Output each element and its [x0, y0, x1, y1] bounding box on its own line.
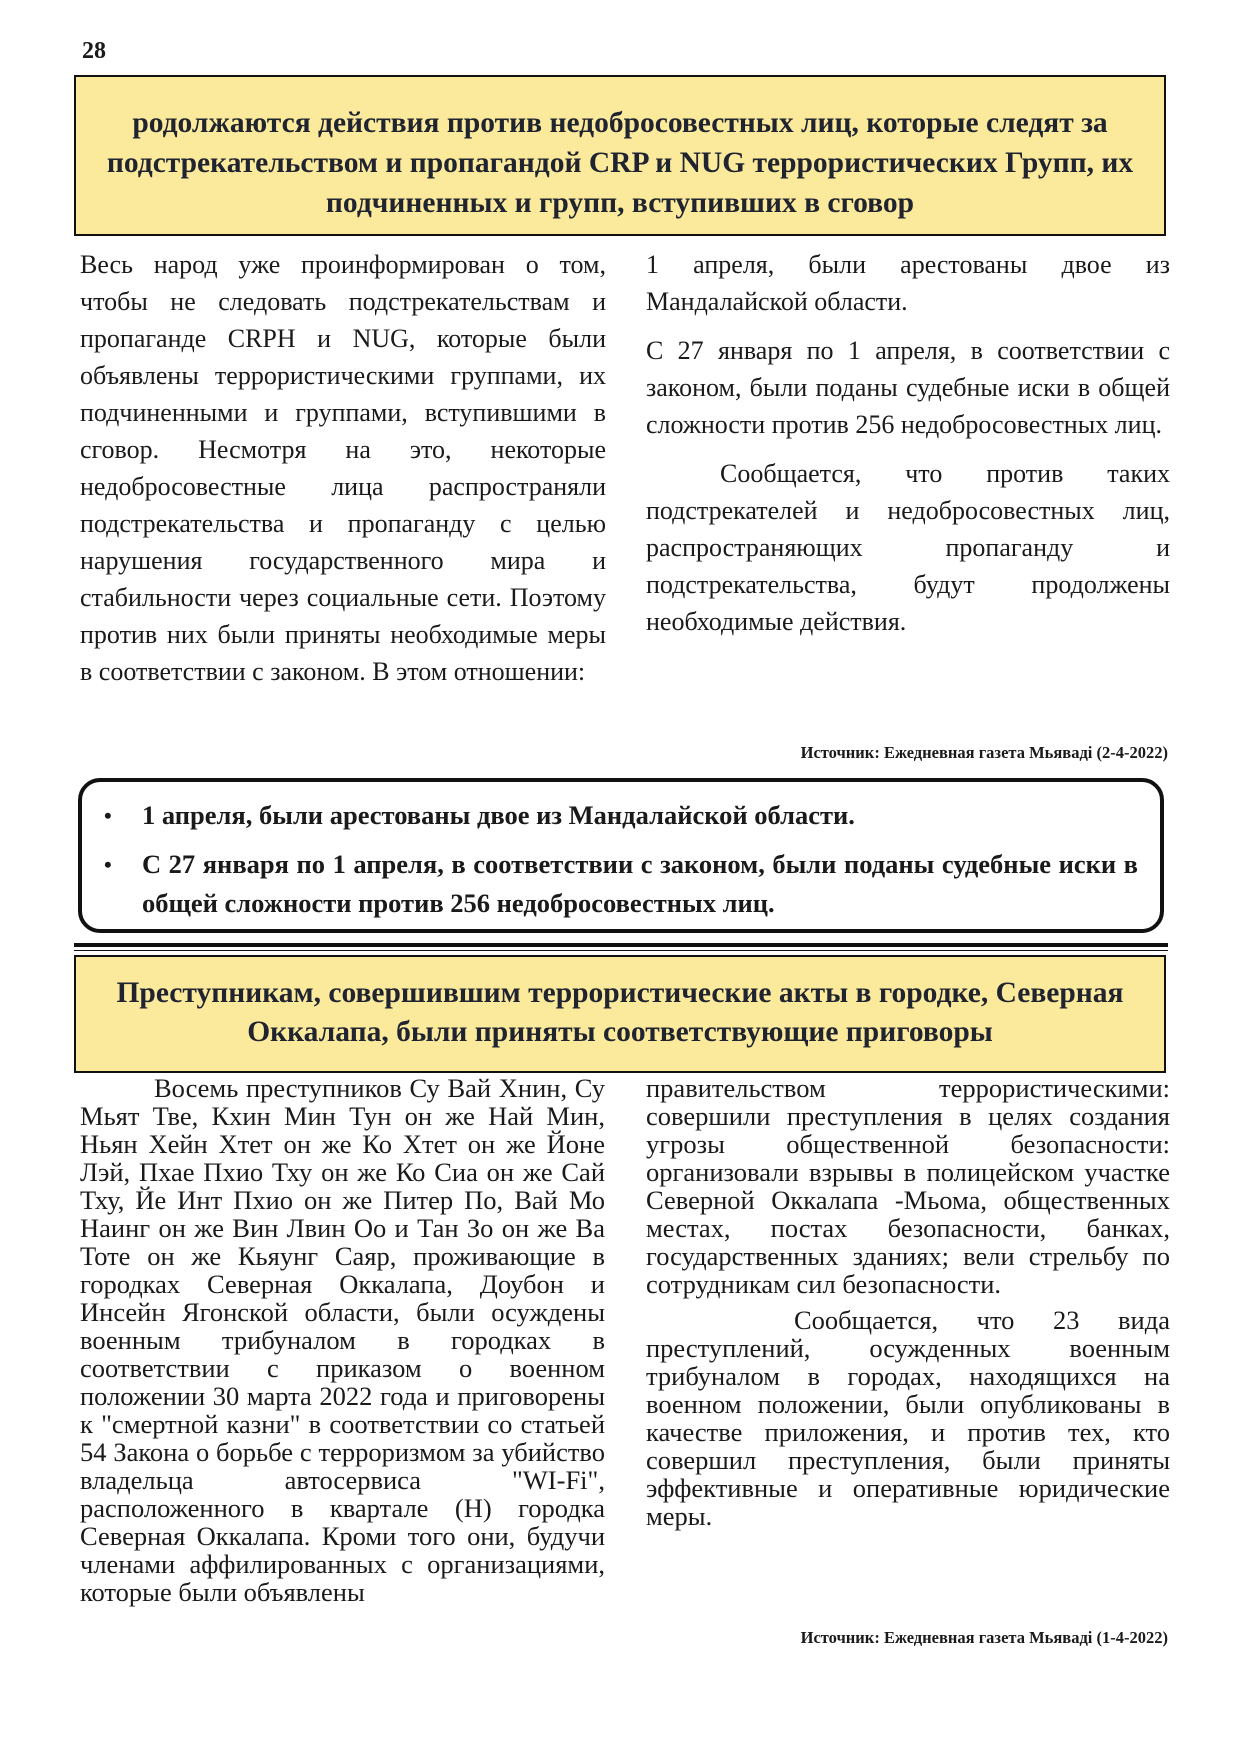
article1-right-paragraph-2: С 27 января по 1 апреля, в соответствии с законом, были поданы судебные иски в общей сложности против 256 недобросовестных лиц. [646, 336, 1170, 439]
bullet-icon: • [104, 803, 112, 828]
summary-item [96, 796, 1138, 835]
summary-box [78, 778, 1164, 933]
article1-left-column [80, 246, 606, 690]
article1-right-paragraph-3: Сообщается, что против таких подстрекателей и недобросовестных лиц, распространяющих пропаганду и подстрекательства, будут продолжены необходимые действия. [646, 459, 1170, 636]
article1-source: Источник: Ежедневная газета Мьяваді (2-4-2022) [800, 743, 1168, 762]
article2-left-paragraph: Восемь преступников Су Вай Хнин, Су Мьят Тве, Кхин Мин Тун он же Най Мин, Ньян Хейн Хтет он же Ко Хтет он же Йоне Лэй, Пхае Пхио Тху он же Ко Сиа он же Сай Тху, Йе Инт Пхио он же Питер По, Вай Мо Наинг он же Вин Лвин Оо и Тан Зо он же Ва Тоте он же Кьяунг Саяр, проживающие в городках Северная Оккалапа, Доубон и Инсейн Ягонской области, были осуждены военным трибуналом в городках в соответствии с приказом о военном положении 30 марта 2022 года и приговорены к "смертной казни" в соответствии со статьей 54 Закона о борьбе с терроризмом за убийство владельца автосервиса "WI-Fi", расположенного в квартале (Н) городка Северная Оккалапа. Кроми того они, будучи членами аффилированных с организациями, которые были объявлены [80, 1073, 605, 1607]
article2-left-column [80, 1074, 605, 1606]
summary-item-text: 1 апреля, были арестованы двое из Мандалайской области. [142, 800, 855, 830]
article2-title: Преступникам, совершившим террористические акты в городке, Северная Оккалапа, были приняты соответствующие приговоры [74, 955, 1166, 1073]
summary-item [96, 845, 1138, 923]
article1-title: родолжаются действия против недобросовестных лиц, которые следят за подстрекательством и пропагандой CRP и NUG террористических Групп, их подчиненных и групп, вступивших в сговор [74, 75, 1166, 236]
bullet-icon: • [104, 852, 112, 877]
article2-right-paragraph-2: Сообщается, что 23 вида преступлений, осужденных военным трибуналом в городах, находящихся на военном положении, были опубликованы в качестве приложения, и против тех, кто совершил преступления, были приняты эффективные и оперативные юридические меры. [646, 1305, 1170, 1531]
article1-right-column [646, 246, 1170, 640]
summary-list [96, 796, 1138, 923]
article2-right-column [646, 1074, 1170, 1530]
article1-right-paragraph-1: 1 апреля, были арестованы двое из Мандалайской области. [646, 250, 1170, 316]
page-number: 28 [82, 38, 106, 64]
summary-item-text: С 27 января по 1 апреля, в соответствии с законом, были поданы судебные иски в общей сложности против 256 недобросовестных лиц. [142, 849, 1138, 918]
article2-right-paragraph-1: правительством террористическими: совершили преступления в целях создания угрозы общественной безопасности: организовали взрывы в полицейском участке Северной Оккалапа -Мьома, общественных местах, постах безопасности, банках, государственных зданиях; вели стрельбу по сотрудникам сил безопасности. [646, 1073, 1170, 1299]
section-divider [74, 943, 1168, 951]
article1-left-paragraph: Весь народ уже проинформирован о том, чтобы не следовать подстрекательствам и пропаганде CRPH и NUG, которые были объявлены террористическими группами, их подчиненными и группами, вступившими в сговор. Несмотря на это, некоторые недобросовестные лица распространяли подстрекательства и пропаганду с целью нарушения государственного мира и стабильности через социальные сети. Поэтому против них были приняты необходимые меры в соответствии с законом. В этом отношении: [80, 250, 606, 686]
article2-source: Источник: Ежедневная газета Мьяваді (1-4-2022) [800, 1628, 1168, 1647]
